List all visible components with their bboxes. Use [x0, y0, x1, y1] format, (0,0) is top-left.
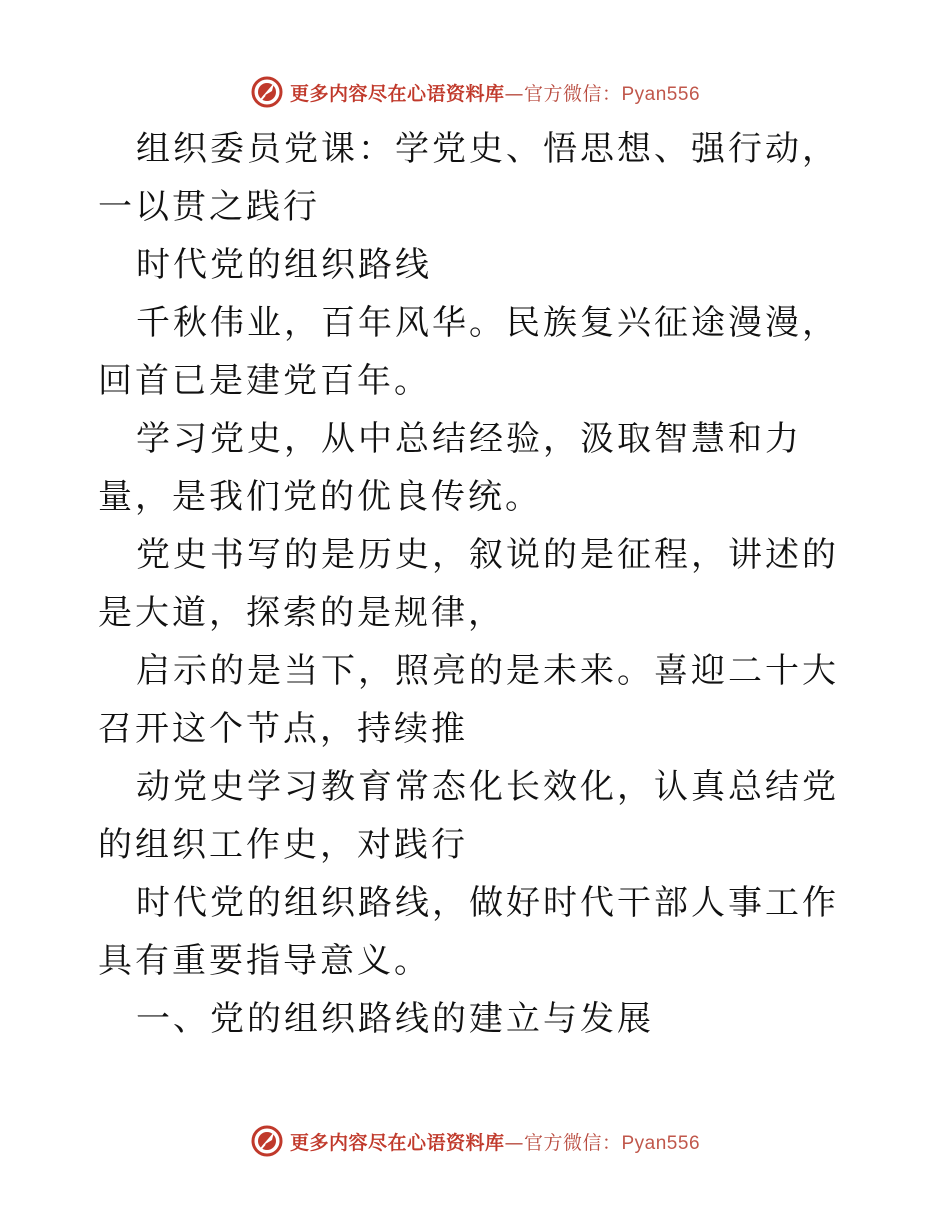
watermark-text	[290, 1128, 700, 1155]
paragraph: 组织委员党课：学党史、悟思想、强行动，一以贯之践行	[98, 129, 839, 227]
section-heading: 一、党的组织路线的建立与发展	[136, 999, 654, 1039]
header-watermark	[0, 72, 950, 112]
paragraph: 时代党的组织路线，做好时代干部人事工作具有重要指导意义。	[98, 883, 839, 981]
paragraph: 千秋伟业，百年风华。民族复兴征途漫漫，回首已是建党百年。	[98, 303, 839, 401]
watermark-separator: —官方微信：	[504, 82, 622, 105]
paragraph: 学习党史，从中总结经验，汲取智慧和力量，是我们党的优良传统。	[98, 419, 802, 517]
watermark-handle: Pyan556	[621, 83, 701, 105]
document-body	[98, 120, 858, 1048]
watermark-main: 更多内容尽在心语资料库	[289, 1131, 505, 1154]
quill-logo-icon	[250, 75, 284, 109]
watermark-separator: —官方微信：	[504, 1131, 622, 1154]
quill-logo-icon	[250, 1124, 284, 1158]
watermark-handle: Pyan556	[621, 1132, 701, 1154]
footer-watermark	[0, 1121, 950, 1161]
watermark-main: 更多内容尽在心语资料库	[289, 82, 505, 105]
paragraph: 时代党的组织路线	[136, 245, 432, 285]
watermark-text	[290, 79, 700, 106]
paragraph: 动党史学习教育常态化长效化，认真总结党的组织工作史，对践行	[98, 767, 839, 865]
paragraph: 启示的是当下，照亮的是未来。喜迎二十大召开这个节点，持续推	[98, 651, 839, 749]
paragraph: 党史书写的是历史，叙说的是征程，讲述的是大道，探索的是规律，	[98, 535, 839, 633]
